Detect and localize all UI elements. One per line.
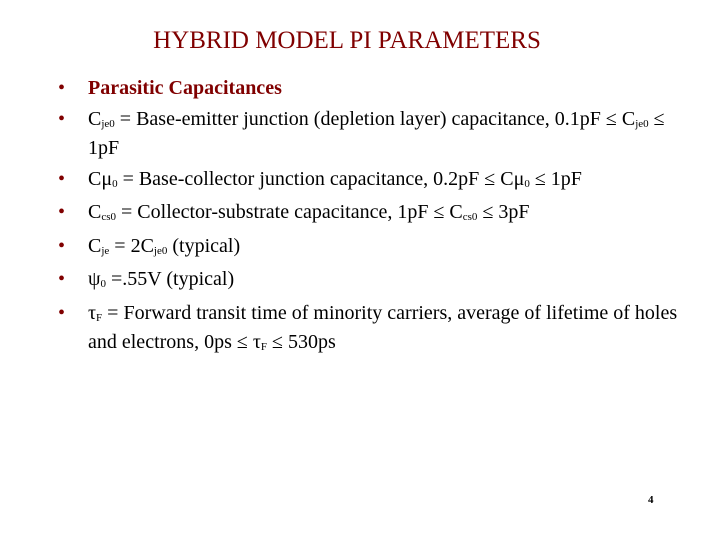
list-item [58,166,678,196]
subscript: 0 [112,177,118,190]
item-text: C [88,107,102,130]
bullet-list [58,75,678,363]
subscript: F [260,341,267,353]
item-text: = 2C [109,234,154,257]
list-item [58,199,678,229]
item-text: ≤ 1pF [529,167,582,190]
list-item [58,106,678,162]
subscript: je0 [101,117,115,130]
item-text: = Collector-substrate capacitance, 1pF ≤ C [116,201,463,223]
item-text: = Base-collector junction capacitance, 0.2pF ≤ Cμ [117,167,525,190]
bullet-dot: • [58,268,66,290]
list-item [58,75,678,102]
subscript: je [101,244,110,257]
item-text: ≤ 3pF [477,201,530,223]
item-text: C [88,234,102,257]
list-item [58,266,678,296]
bullet-dot: • [58,301,66,324]
page-number: 4 [648,494,654,506]
subscript: 0 [524,177,530,190]
item-text: ≤ 1pF [88,107,665,159]
page-title: HYBRID MODEL PI PARAMETERS [153,27,541,54]
bullet-dot: • [58,234,66,257]
bullet-dot: • [58,167,66,190]
subscript: 0 [100,278,107,290]
subscript: je0 [153,244,168,257]
item-text: ≤ 530ps [267,331,336,353]
item-text: =.55V (typical) [106,268,235,290]
item-text: τ [88,301,97,324]
item-text: ψ [88,268,101,290]
list-item [58,233,678,263]
item-text: Cμ [88,167,113,190]
subscript: F [96,311,103,324]
bullet-dot: • [58,77,66,99]
item-text: (typical) [167,234,241,257]
section-heading: Parasitic Capacitances [88,77,282,99]
bullet-dot: • [58,107,66,130]
subscript: cs0 [101,211,117,223]
item-text: = Forward transit time of minority carriers, average of lifetime of holes and electrons, 0ps ≤ τ [88,301,678,353]
subscript: cs0 [462,211,478,223]
list-item [58,300,678,359]
bullet-dot: • [58,201,66,223]
item-text: = Base-emitter junction (depletion layer) capacitance, 0.1pF ≤ C [114,107,636,130]
subscript: je0 [635,117,649,130]
item-text: C [88,201,102,223]
